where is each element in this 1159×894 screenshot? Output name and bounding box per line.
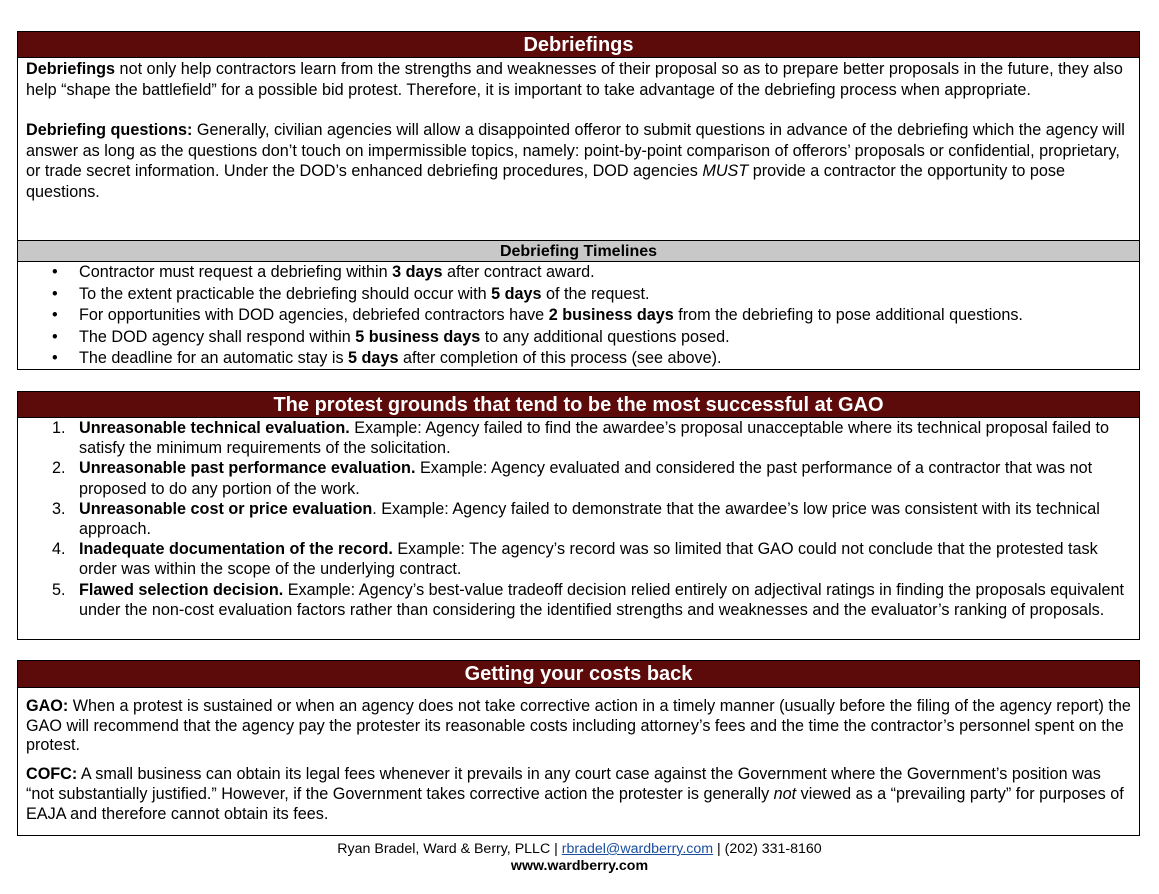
footer-contact-line: Ryan Bradel, Ward & Berry, PLLC | rbradel@wardberry.com | (202) 331-8160 <box>337 841 822 857</box>
costs-header: Getting your costs back <box>18 661 1139 688</box>
protest-grounds-header: The protest grounds that tend to be the most successful at GAO <box>18 392 1139 418</box>
bullet-icon: • <box>52 327 58 346</box>
costs-body <box>18 688 1139 824</box>
protest-grounds-list <box>18 418 1139 620</box>
timeline-item: • For opportunities with DOD agencies, debriefed contractors have 2 business days from the debriefing to pose additional questions. <box>18 305 1139 327</box>
protest-ground-item: 1. Unreasonable technical evaluation. Example: Agency failed to find the awardee’s proposal unacceptable where its technical proposal failed to satisfy the minimum requirements of the solicitation. <box>52 419 1109 458</box>
timeline-item: • The deadline for an automatic stay is 5 days after completion of this process (see above). <box>18 348 1139 370</box>
timeline-item: • The DOD agency shall respond within 5 business days to any additional questions posed. <box>18 327 1139 349</box>
protest-ground-item: 4. Inadequate documentation of the record. Example: The agency’s record was so limited that GAO could not conclude that the protested task order was within the scope of the underlying contract. <box>52 540 1098 579</box>
debriefing-questions-paragraph: Debriefing questions: Generally, civilian agencies will allow a disappointed offeror to submit questions in advance of the debriefing which the agency will answer as long as the questions don’t touch on impermissible topics, namely: point-by-point comparison of offerors’ proposals or confidential, proprietary, or trade secret information. Under the DOD’s enhanced debriefing procedures, DOD agencies MUST provide a contractor the opportunity to pose questions. <box>26 121 1125 201</box>
costs-section <box>17 660 1140 836</box>
timeline-item: • Contractor must request a debriefing within 3 days after contract award. <box>18 262 1139 284</box>
bullet-icon: • <box>52 284 58 303</box>
protest-ground-item: 5. Flawed selection decision. Example: Agency’s best-value tradeoff decision relied entirely on adjectival ratings in finding the proposals equivalent under the non-cost evaluation factors rather than considering the identified strengths and weaknesses and the evaluator’s ranking of proposals. <box>52 580 1124 619</box>
bullet-icon: • <box>52 349 58 367</box>
cofc-costs-paragraph: COFC: A small business can obtain its legal fees whenever it prevails in any court case against the Government where the Government’s position was “not substantially justified.” However, if the Government takes corrective action the protester is generally not viewed as a “prevailing party” for purposes of EAJA and therefore cannot obtain its fees. <box>26 765 1124 823</box>
timelines-subheader: Debriefing Timelines <box>18 240 1139 262</box>
timeline-item: • To the extent practicable the debriefing should occur with 5 days of the request. <box>18 284 1139 306</box>
debriefings-header: Debriefings <box>18 32 1139 58</box>
protest-grounds-section <box>17 391 1140 640</box>
protest-ground-item: 2. Unreasonable past performance evaluation. Example: Agency evaluated and considered the past performance of a contractor that was not proposed to do any portion of the work. <box>52 459 1093 498</box>
bullet-icon: • <box>52 263 58 281</box>
protest-ground-item: 3. Unreasonable cost or price evaluation. Example: Agency failed to demonstrate that the awardee’s low price was consistent with its technical approach. <box>52 499 1100 539</box>
footer-website: www.wardberry.com <box>510 858 649 874</box>
gao-costs-paragraph: GAO: When a protest is sustained or when an agency does not take corrective action in a timely manner (usually before the filing of the agency report) the GAO will recommend that the agency pay the protester its reasonable costs including attorney’s fees and the time the contractor’s personnel spent on the protest. <box>26 697 1131 755</box>
debriefings-section <box>17 31 1140 370</box>
timelines-list <box>18 262 1139 370</box>
bullet-icon: • <box>52 306 58 324</box>
email-link[interactable]: rbradel@wardberry.com <box>561 841 714 857</box>
debriefings-intro-paragraph: Debriefings not only help contractors learn from the strengths and weaknesses of their proposal so as to prepare better proposals in the future, they also help “shape the battlefield” for a possible bid protest. Therefore, it is important to take advantage of the debriefing process when appropriate. <box>26 60 1123 99</box>
debriefings-body <box>18 58 1139 202</box>
